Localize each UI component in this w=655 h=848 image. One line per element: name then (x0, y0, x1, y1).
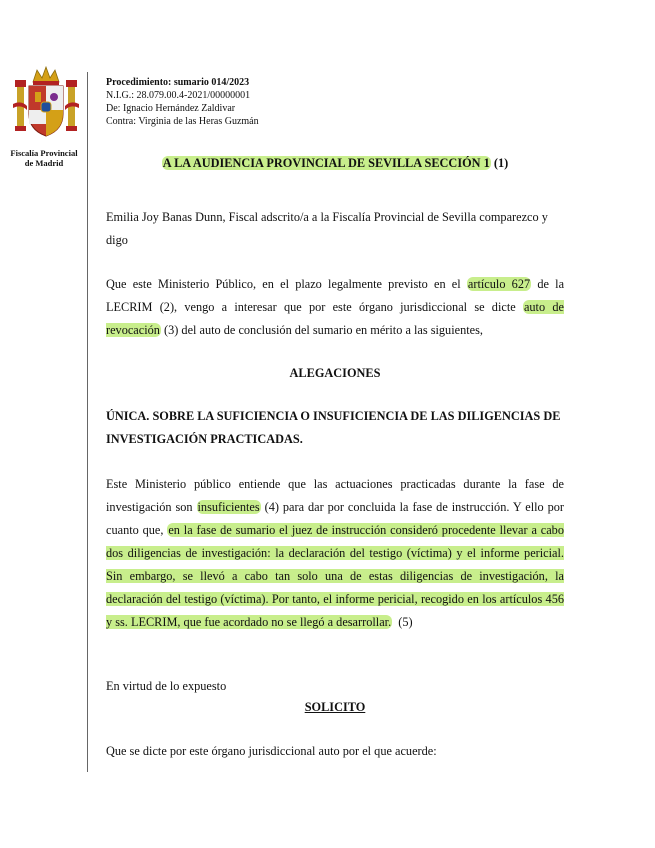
body-ref: (5) (398, 615, 413, 629)
case-header (106, 76, 259, 128)
insufficient-highlight: insuficientes (197, 500, 260, 514)
procedure-line: Procedimiento: sumario 014/2023 (106, 77, 250, 88)
revocation-highlight: auto de revocación (106, 300, 564, 337)
addressee-title: A LA AUDIENCIA PROVINCIAL DE SEVILLA SECCIÓN 1 (162, 156, 490, 170)
sole-heading: ÚNICA. SOBRE LA SUFICIENCIA O INSUFICIENCIA DE LAS DILIGENCIAS DE INVESTIGACIÓN PRACTICADAS. (106, 409, 561, 446)
final-line: Que se dicte por este órgano jurisdiccional auto por el que acuerde: (106, 744, 437, 758)
office-line-1: Fiscalía Provincial (10, 148, 78, 158)
intro-paragraph: Emilia Joy Banas Dunn, Fiscal adscrito/a a la Fiscalía Provincial de Sevilla comparezco y digo (106, 210, 548, 247)
margin-rule (87, 72, 88, 772)
petition-text-2: de la LECRIM (2), vengo a interesar que por este órgano jurisdiccional se dicte (106, 277, 565, 314)
petition-text-3: (3) del auto de conclusión del sumario en mérito a las siguientes, (164, 323, 483, 337)
nig-line: N.I.G.: 28.079.00.4-2021/00000001 (106, 90, 251, 101)
closing-line: En virtud de lo expuesto (106, 679, 227, 693)
addressee-heading (106, 156, 564, 171)
request-heading: SOLICITO (304, 700, 366, 714)
petition-text-1: Que este Ministerio Público, en el plazo legalmente previsto en el (106, 277, 461, 291)
allegations-heading: ALEGACIONES (289, 366, 381, 380)
office-name (4, 148, 84, 168)
coat-of-arms-icon (13, 64, 79, 142)
diligences-highlight: en la fase de sumario el juez de instrucción consideró procedente llevar a cabo dos diligencias de investigación: la declaración del testigo (víctima) y el informe pericial. Sin embargo, se llevó a cabo tan solo una de estas diligencias de investigación, la declaración del testigo (víctima). Por tanto, el informe pericial, recogido en los artículos 456 y ss. LECRIM, que fue acordado no se llegó a desarrollar. (106, 523, 564, 629)
petition-paragraph (106, 273, 564, 342)
allegation-body (106, 473, 564, 634)
against-line: Contra: Virginia de las Heras Guzmán (106, 116, 259, 127)
from-line: De: Ignacio Hernández Zaldivar (106, 103, 236, 114)
article-highlight: artículo 627 (467, 277, 531, 291)
office-line-2: de Madrid (24, 158, 64, 168)
addressee-ref: (1) (493, 156, 509, 170)
body-text-2: (4) para dar por concluida la fase de instrucción. Y ello por cuanto que, (106, 500, 564, 537)
body-text-1: Este Ministerio público entiende que las actuaciones practicadas durante la fase de investigación son (106, 477, 564, 514)
